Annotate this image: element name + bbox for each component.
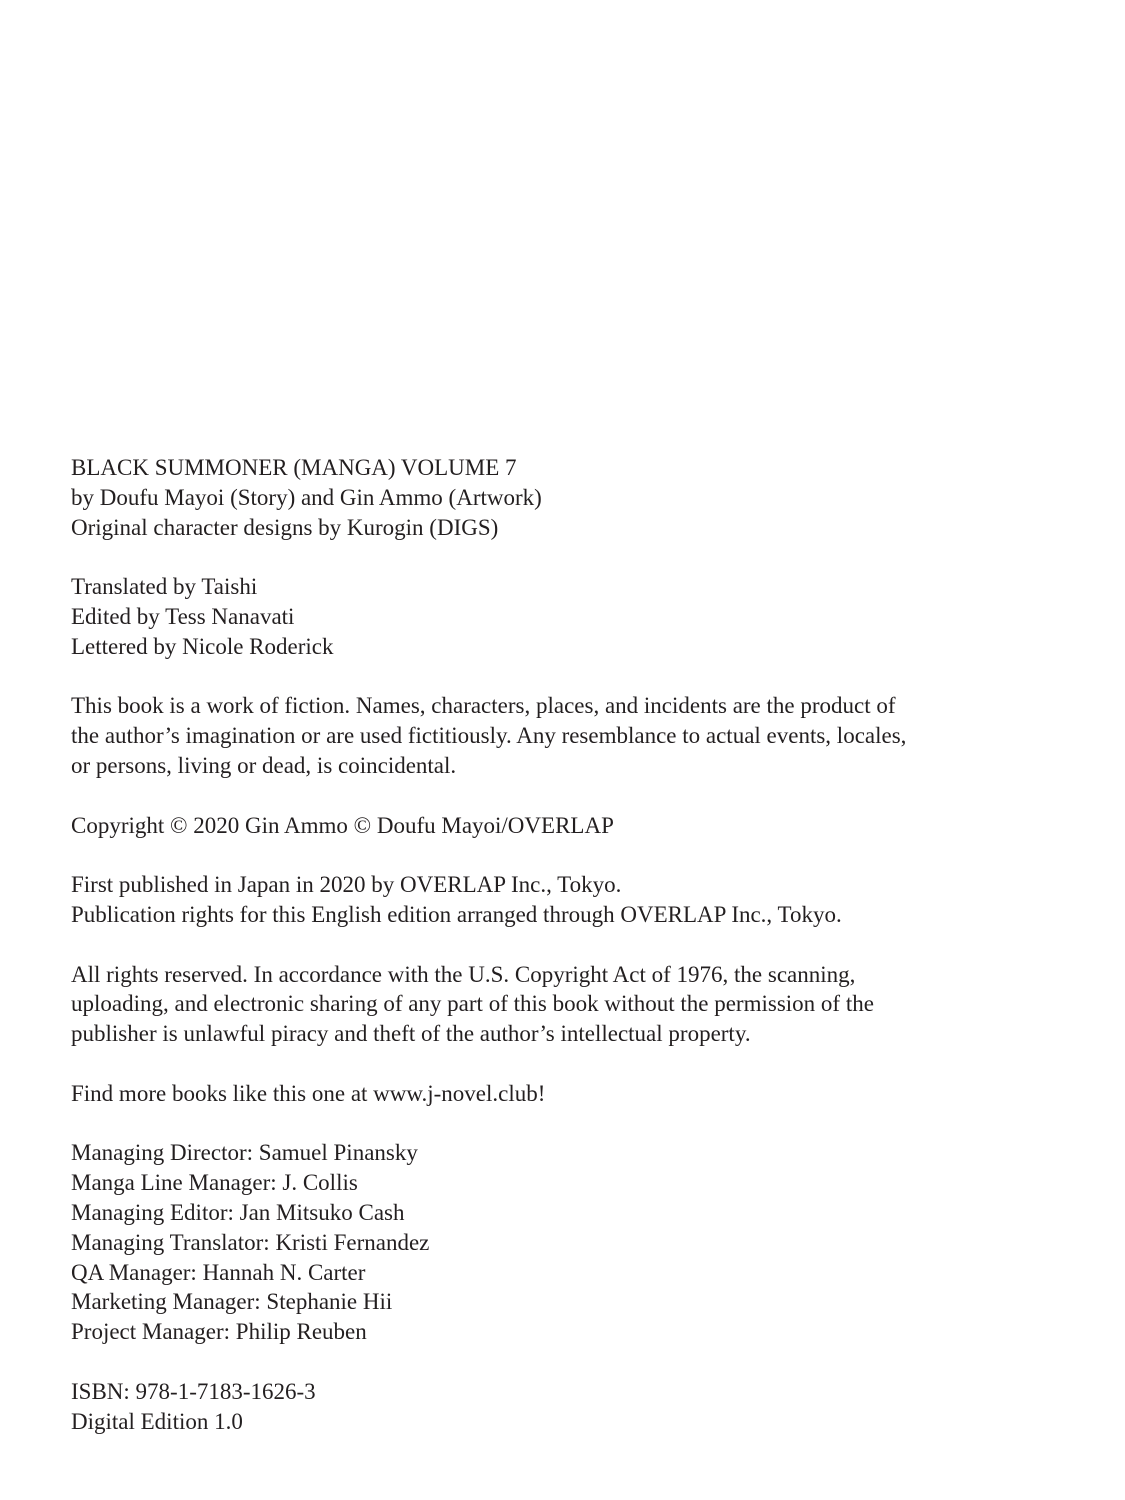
- fiction-notice-line: This book is a work of fiction. Names, characters, places, and incidents are the product of: [71, 693, 896, 719]
- book-title: BLACK SUMMONER (MANGA) VOLUME 7: [71, 455, 517, 480]
- staff-block: [71, 572, 1031, 661]
- website-block: [71, 1079, 1031, 1109]
- isbn-line: ISBN: 978-1-7183-1626-3: [71, 1378, 316, 1404]
- editor-credit: Edited by Tess Nanavati: [71, 603, 295, 629]
- management-line: Manga Line Manager: J. Collis: [71, 1170, 358, 1196]
- management-line: Project Manager: Philip Reuben: [71, 1319, 367, 1345]
- letterer-credit: Lettered by Nicole Roderick: [71, 633, 334, 659]
- rights-notice: [71, 960, 1031, 1049]
- rights-notice-line: uploading, and electronic sharing of any part of this book without the permission of the: [71, 991, 874, 1017]
- management-line: Managing Editor: Jan Mitsuko Cash: [71, 1199, 405, 1225]
- management-line: QA Manager: Hannah N. Carter: [71, 1259, 366, 1285]
- management-block: [71, 1138, 1031, 1347]
- publication-rights-line: Publication rights for this English edition arranged through OVERLAP Inc., Tokyo.: [71, 901, 842, 927]
- translator-credit: Translated by Taishi: [71, 574, 258, 600]
- fiction-notice-line: or persons, living or dead, is coincidental.: [71, 752, 457, 778]
- first-published-line: First published in Japan in 2020 by OVERLAP Inc., Tokyo.: [71, 872, 622, 898]
- author-credit: by Doufu Mayoi (Story) and Gin Ammo (Artwork): [71, 484, 542, 510]
- management-line: Managing Director: Samuel Pinansky: [71, 1140, 418, 1166]
- publication-block: [71, 870, 1031, 930]
- management-line: Marketing Manager: Stephanie Hii: [71, 1289, 393, 1315]
- colophon-text: [71, 453, 1031, 1436]
- copyright-line: Copyright © 2020 Gin Ammo © Doufu Mayoi/OVERLAP: [71, 812, 614, 838]
- edition-block: [71, 1377, 1031, 1437]
- fiction-notice: [71, 691, 1031, 780]
- rights-notice-line: publisher is unlawful piracy and theft of the author’s intellectual property.: [71, 1021, 751, 1047]
- rights-notice-line: All rights reserved. In accordance with the U.S. Copyright Act of 1976, the scanning,: [71, 961, 856, 987]
- character-design-credit: Original character designs by Kurogin (DIGS): [71, 514, 499, 540]
- management-line: Managing Translator: Kristi Fernandez: [71, 1229, 430, 1255]
- edition-version-line: Digital Edition 1.0: [71, 1408, 243, 1434]
- website-line: Find more books like this one at www.j-novel.club!: [71, 1080, 546, 1106]
- copyright-block: [71, 811, 1031, 841]
- fiction-notice-line: the author’s imagination or are used fictitiously. Any resemblance to actual events, locales,: [71, 723, 907, 749]
- credits-block: [71, 453, 1031, 542]
